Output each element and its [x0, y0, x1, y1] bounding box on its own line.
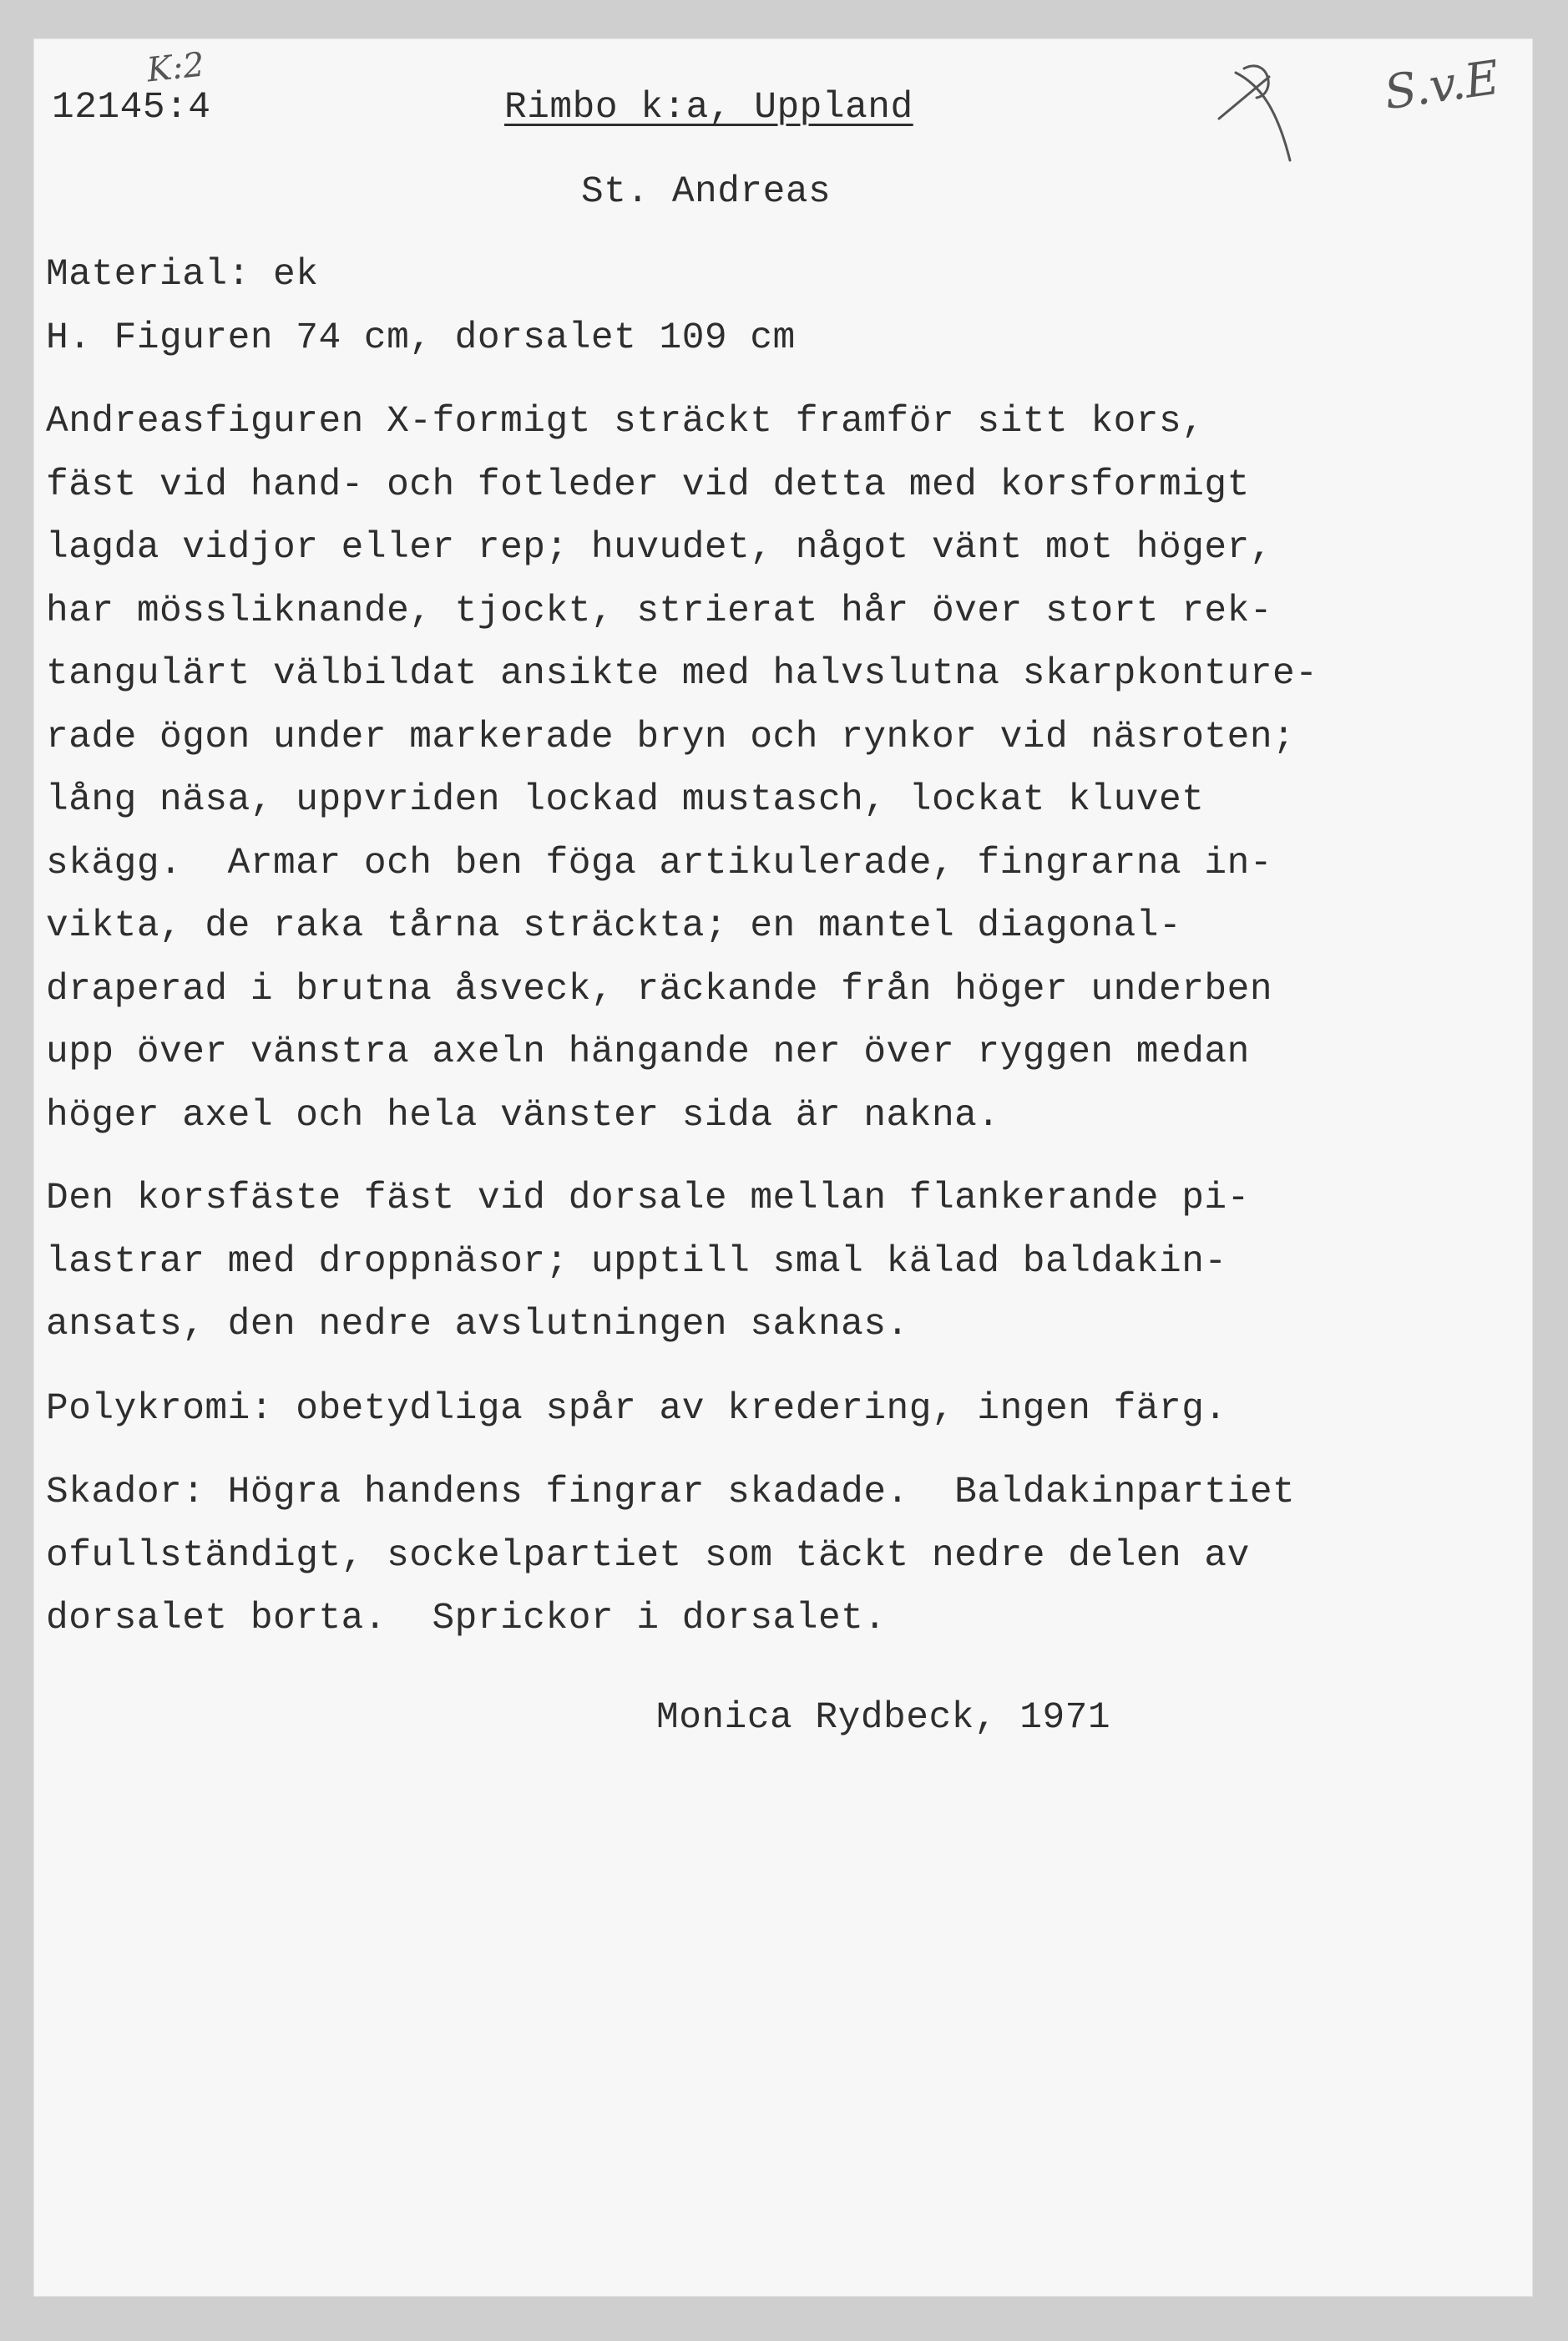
pilaster-paragraph: [46, 1168, 1507, 1357]
text-line: höger axel och hela vänster sida är nakna.: [46, 1094, 1000, 1137]
text-line: dorsalet borta. Sprickor i dorsalet.: [46, 1598, 887, 1639]
text-line: upp över vänstra axeln hängande ner över ryggen medan: [46, 1031, 1250, 1073]
text-line: ofullständigt, sockelpartiet som täckt nedre delen av: [46, 1534, 1250, 1577]
text-line: Polykromi: obetydliga spår av kredering, ingen färg.: [46, 1388, 1227, 1430]
handwritten-check-mark: [1211, 60, 1311, 169]
text-line: fäst vid hand- och fotleder vid detta med korsformigt: [46, 464, 1250, 506]
damage-paragraph: [46, 1462, 1507, 1651]
text-line: tangulärt välbildat ansikte med halvslutna skarpkonture-: [46, 653, 1318, 695]
text-line: lastrar med droppnäsor; upptill smal kälad baldakin-: [46, 1240, 1227, 1283]
text-line: Den korsfäste fäst vid dorsale mellan flankerande pi-: [46, 1178, 1250, 1219]
handwritten-initials: S.v.E: [1381, 50, 1503, 121]
text-line: lång näsa, uppvriden lockad mustasch, lockat kluvet: [46, 779, 1205, 821]
catalog-number: 12145:4: [52, 87, 211, 129]
text-line: Skador: Högra handens fingrar skadade. Baldakinpartiet: [46, 1472, 1296, 1513]
polychromy-paragraph: [46, 1378, 1507, 1442]
text-line: skägg. Armar och ben föga artikulerade, fingrarna in-: [46, 842, 1273, 884]
dimensions-field: H. Figuren 74 cm, dorsalet 109 cm: [46, 317, 796, 359]
text-line: lagda vidjor eller rep; huvudet, något vänt mot höger,: [46, 527, 1273, 569]
text-line: vikta, de raka tårna sträckta; en mantel diagonal-: [46, 905, 1182, 947]
author-signature: Monica Rydbeck, 1971: [656, 1697, 1111, 1739]
subject-title: St. Andreas: [581, 171, 832, 213]
text-line: draperad i brutna åsveck, räckande från höger underben: [46, 968, 1273, 1011]
text-line: har mössliknande, tjockt, strierat hår över stort rek-: [46, 590, 1273, 632]
material-field: Material: ek: [46, 254, 319, 296]
location-title: Rimbo k:a, Uppland: [504, 87, 913, 129]
text-line: rade ögon under markerade bryn och rynkor vid näsroten;: [46, 716, 1296, 758]
text-line: ansats, den nedre avslutningen saknas.: [46, 1304, 909, 1345]
description-paragraph: [46, 391, 1507, 1148]
handwritten-code: K:2: [144, 45, 207, 90]
text-line: Andreasfiguren X-formigt sträckt framför sitt kors,: [46, 401, 1205, 443]
